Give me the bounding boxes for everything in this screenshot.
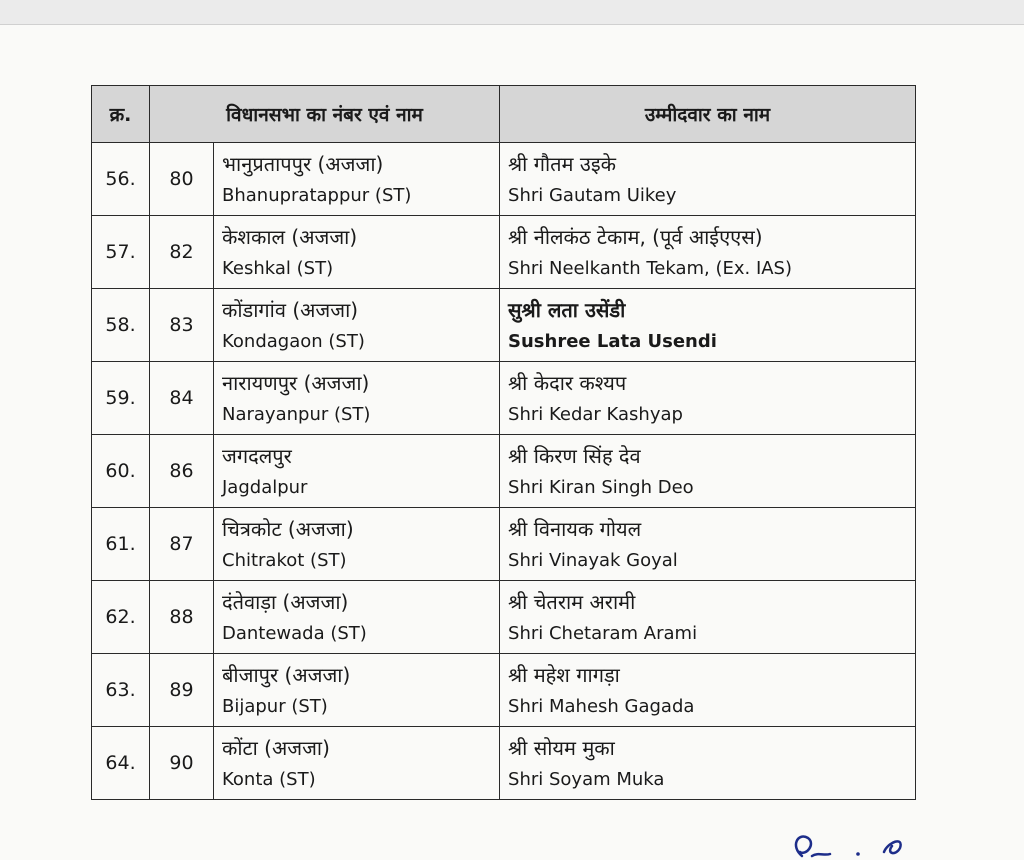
constituency-name-hindi: भानुप्रतापपुर (अजजा) xyxy=(222,152,384,176)
serial-number: 64. xyxy=(92,727,150,800)
candidate-table xyxy=(91,85,916,800)
constituency-name xyxy=(214,216,500,289)
table-row xyxy=(92,581,916,654)
candidate-name xyxy=(500,508,916,581)
constituency-name-english: Narayanpur (ST) xyxy=(222,404,371,425)
constituency-name xyxy=(214,508,500,581)
constituency-name-english: Keshkal (ST) xyxy=(222,258,334,279)
constituency-name-english: Dantewada (ST) xyxy=(222,623,367,644)
constituency-name-english: Bijapur (ST) xyxy=(222,696,328,717)
serial-number: 63. xyxy=(92,654,150,727)
constituency-number: 90 xyxy=(150,727,214,800)
candidate-name-english: Shri Kedar Kashyap xyxy=(508,404,683,425)
header-constituency: विधानसभा का नंबर एवं नाम xyxy=(150,86,500,143)
constituency-number: 80 xyxy=(150,143,214,216)
candidate-name-english: Shri Neelkanth Tekam, (Ex. IAS) xyxy=(508,258,793,279)
constituency-number: 84 xyxy=(150,362,214,435)
table-row xyxy=(92,362,916,435)
table-row xyxy=(92,508,916,581)
constituency-name xyxy=(214,362,500,435)
candidate-name xyxy=(500,581,916,654)
table-row xyxy=(92,143,916,216)
candidate-name-hindi: श्री महेश गागड़ा xyxy=(508,663,620,687)
candidate-name-english: Shri Mahesh Gagada xyxy=(508,696,695,717)
constituency-name xyxy=(214,727,500,800)
constituency-name-english: Konta (ST) xyxy=(222,769,316,790)
candidate-name xyxy=(500,362,916,435)
constituency-number: 86 xyxy=(150,435,214,508)
constituency-name xyxy=(214,581,500,654)
constituency-number: 82 xyxy=(150,216,214,289)
constituency-number: 87 xyxy=(150,508,214,581)
top-bar xyxy=(0,0,1024,25)
serial-number: 57. xyxy=(92,216,150,289)
signature-mark xyxy=(788,826,928,860)
serial-number: 56. xyxy=(92,143,150,216)
constituency-name-english: Bhanupratappur (ST) xyxy=(222,185,412,206)
candidate-name-hindi: श्री विनायक गोयल xyxy=(508,517,642,541)
candidate-name xyxy=(500,435,916,508)
table-row xyxy=(92,435,916,508)
candidate-name xyxy=(500,727,916,800)
candidate-name-english: Shri Chetaram Arami xyxy=(508,623,698,644)
header-serial: क्र. xyxy=(92,86,150,143)
constituency-name-hindi: बीजापुर (अजजा) xyxy=(222,663,351,687)
table-row xyxy=(92,216,916,289)
candidate-name-english: Shri Gautam Uikey xyxy=(508,185,677,206)
constituency-number: 83 xyxy=(150,289,214,362)
candidate-name-hindi: श्री चेतराम अरामी xyxy=(508,590,636,614)
constituency-name-hindi: चित्रकोट (अजजा) xyxy=(222,517,354,541)
table-row xyxy=(92,654,916,727)
serial-number: 61. xyxy=(92,508,150,581)
candidate-name-english: Shri Soyam Muka xyxy=(508,769,665,790)
candidate-name-english: Shri Kiran Singh Deo xyxy=(508,477,694,498)
candidate-name xyxy=(500,143,916,216)
candidate-name xyxy=(500,654,916,727)
constituency-name-hindi: नारायणपुर (अजजा) xyxy=(222,371,370,395)
header-candidate: उम्मीदवार का नाम xyxy=(500,86,916,143)
serial-number: 62. xyxy=(92,581,150,654)
candidate-name-hindi: श्री केदार कश्यप xyxy=(508,371,627,395)
constituency-name-english: Chitrakot (ST) xyxy=(222,550,347,571)
candidate-name-hindi: श्री गौतम उइके xyxy=(508,152,617,176)
candidate-name-hindi: श्री किरण सिंह देव xyxy=(508,444,641,468)
constituency-name xyxy=(214,143,500,216)
serial-number: 58. xyxy=(92,289,150,362)
candidate-name-hindi: सुश्री लता उसेंडी xyxy=(508,298,626,322)
candidate-name xyxy=(500,289,916,362)
serial-number: 60. xyxy=(92,435,150,508)
candidate-name-english: Shri Vinayak Goyal xyxy=(508,550,678,571)
table-row xyxy=(92,727,916,800)
serial-number: 59. xyxy=(92,362,150,435)
table-row xyxy=(92,289,916,362)
table-header-row xyxy=(92,86,916,143)
constituency-name xyxy=(214,435,500,508)
candidate-name-hindi: श्री सोयम मुका xyxy=(508,736,615,760)
constituency-name xyxy=(214,289,500,362)
candidate-name-english: Sushree Lata Usendi xyxy=(508,331,717,352)
constituency-name-english: Kondagaon (ST) xyxy=(222,331,365,352)
constituency-name-hindi: दंतेवाड़ा (अजजा) xyxy=(222,590,349,614)
constituency-name-hindi: कोंटा (अजजा) xyxy=(222,736,330,760)
constituency-number: 88 xyxy=(150,581,214,654)
constituency-name xyxy=(214,654,500,727)
constituency-name-hindi: केशकाल (अजजा) xyxy=(222,225,358,249)
candidate-name-hindi: श्री नीलकंठ टेकाम, (पूर्व आईएएस) xyxy=(508,225,763,249)
candidate-name xyxy=(500,216,916,289)
constituency-name-hindi: जगदलपुर xyxy=(222,444,292,468)
constituency-number: 89 xyxy=(150,654,214,727)
constituency-name-english: Jagdalpur xyxy=(222,477,308,498)
constituency-name-hindi: कोंडागांव (अजजा) xyxy=(222,298,359,322)
